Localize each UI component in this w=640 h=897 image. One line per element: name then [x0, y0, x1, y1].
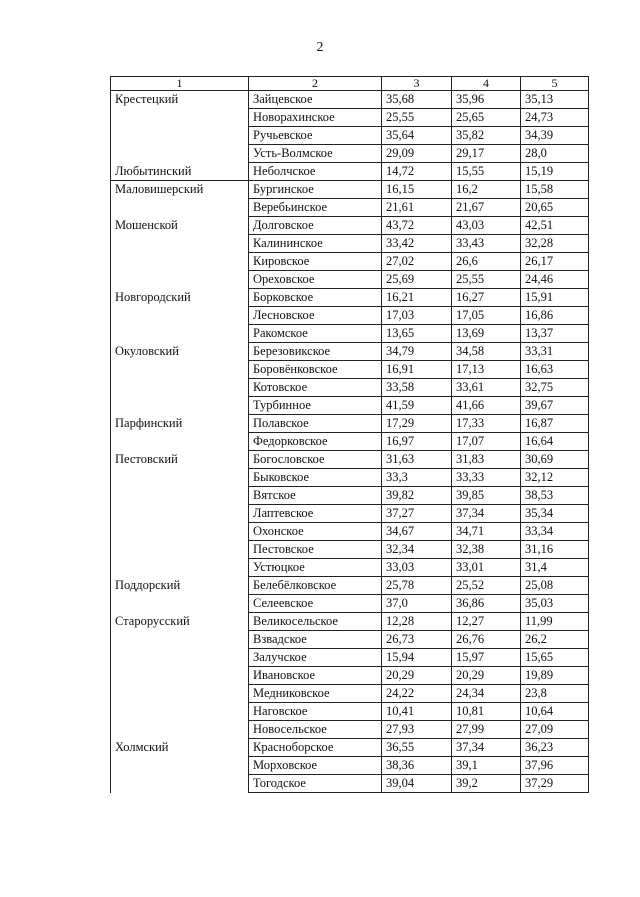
- value-cell-col-5: 39,67: [521, 397, 589, 415]
- district-cell: Поддорский: [111, 577, 249, 613]
- table-body: [111, 77, 589, 793]
- value-cell-col-5: 32,12: [521, 469, 589, 487]
- settlement-cell: Федорковское: [249, 433, 382, 451]
- table-row: [111, 613, 589, 631]
- value-cell-col-3: 31,63: [382, 451, 452, 469]
- settlement-cell: Неболчское: [249, 163, 382, 181]
- settlement-cell: Белебёлковское: [249, 577, 382, 595]
- value-cell-col-5: 26,2: [521, 631, 589, 649]
- data-table: [110, 76, 589, 793]
- value-cell-col-3: 39,82: [382, 487, 452, 505]
- value-cell-col-5: 33,31: [521, 343, 589, 361]
- district-cell: Холмский: [111, 739, 249, 793]
- value-cell-col-4: 25,55: [452, 271, 521, 289]
- value-cell-col-5: 10,64: [521, 703, 589, 721]
- settlement-cell: Великосельское: [249, 613, 382, 631]
- district-cell: Маловишерский: [111, 181, 249, 217]
- value-cell-col-3: 27,02: [382, 253, 452, 271]
- table-row: [111, 415, 589, 433]
- column-header-1: 1: [111, 77, 249, 91]
- settlement-cell: Боровёнковское: [249, 361, 382, 379]
- value-cell-col-5: 28,0: [521, 145, 589, 163]
- value-cell-col-3: 14,72: [382, 163, 452, 181]
- value-cell-col-5: 35,34: [521, 505, 589, 523]
- value-cell-col-4: 16,2: [452, 181, 521, 199]
- value-cell-col-5: 42,51: [521, 217, 589, 235]
- settlement-cell: Бургинское: [249, 181, 382, 199]
- value-cell-col-5: 16,87: [521, 415, 589, 433]
- settlement-cell: Новосельское: [249, 721, 382, 739]
- value-cell-col-4: 36,86: [452, 595, 521, 613]
- value-cell-col-5: 25,08: [521, 577, 589, 595]
- value-cell-col-4: 31,83: [452, 451, 521, 469]
- column-header-4: 4: [452, 77, 521, 91]
- value-cell-col-5: 35,03: [521, 595, 589, 613]
- table-row: [111, 181, 589, 199]
- settlement-cell: Усть-Волмское: [249, 145, 382, 163]
- value-cell-col-4: 43,03: [452, 217, 521, 235]
- value-cell-col-3: 16,91: [382, 361, 452, 379]
- value-cell-col-5: 15,58: [521, 181, 589, 199]
- value-cell-col-3: 32,34: [382, 541, 452, 559]
- value-cell-col-4: 32,38: [452, 541, 521, 559]
- settlement-cell: Вятское: [249, 487, 382, 505]
- value-cell-col-5: 15,91: [521, 289, 589, 307]
- settlement-cell: Кировское: [249, 253, 382, 271]
- value-cell-col-4: 16,27: [452, 289, 521, 307]
- settlement-cell: Ивановское: [249, 667, 382, 685]
- value-cell-col-5: 16,63: [521, 361, 589, 379]
- value-cell-col-3: 41,59: [382, 397, 452, 415]
- settlement-cell: Долговское: [249, 217, 382, 235]
- value-cell-col-4: 39,1: [452, 757, 521, 775]
- value-cell-col-5: 20,65: [521, 199, 589, 217]
- value-cell-col-3: 13,65: [382, 325, 452, 343]
- settlement-cell: Зайцевское: [249, 91, 382, 109]
- value-cell-col-3: 39,04: [382, 775, 452, 793]
- value-cell-col-5: 16,64: [521, 433, 589, 451]
- value-cell-col-4: 33,33: [452, 469, 521, 487]
- district-cell: Новгородский: [111, 289, 249, 343]
- value-cell-col-3: 21,61: [382, 199, 452, 217]
- value-cell-col-4: 12,27: [452, 613, 521, 631]
- settlement-cell: Устюцкое: [249, 559, 382, 577]
- value-cell-col-4: 33,61: [452, 379, 521, 397]
- district-cell: Крестецкий: [111, 91, 249, 163]
- value-cell-col-3: 24,22: [382, 685, 452, 703]
- value-cell-col-4: 26,6: [452, 253, 521, 271]
- value-cell-col-3: 25,55: [382, 109, 452, 127]
- value-cell-col-3: 25,78: [382, 577, 452, 595]
- value-cell-col-4: 25,52: [452, 577, 521, 595]
- settlement-cell: Красноборское: [249, 739, 382, 757]
- value-cell-col-5: 37,96: [521, 757, 589, 775]
- value-cell-col-4: 37,34: [452, 505, 521, 523]
- value-cell-col-3: 38,36: [382, 757, 452, 775]
- table-row: [111, 217, 589, 235]
- value-cell-col-4: 17,05: [452, 307, 521, 325]
- value-cell-col-3: 26,73: [382, 631, 452, 649]
- value-cell-col-5: 32,28: [521, 235, 589, 253]
- settlement-cell: Турбинное: [249, 397, 382, 415]
- value-cell-col-5: 32,75: [521, 379, 589, 397]
- value-cell-col-3: 33,03: [382, 559, 452, 577]
- value-cell-col-4: 10,81: [452, 703, 521, 721]
- value-cell-col-3: 10,41: [382, 703, 452, 721]
- value-cell-col-3: 43,72: [382, 217, 452, 235]
- value-cell-col-5: 27,09: [521, 721, 589, 739]
- value-cell-col-4: 33,43: [452, 235, 521, 253]
- value-cell-col-5: 24,73: [521, 109, 589, 127]
- value-cell-col-5: 19,89: [521, 667, 589, 685]
- value-cell-col-5: 13,37: [521, 325, 589, 343]
- value-cell-col-5: 15,19: [521, 163, 589, 181]
- table-header-row: [111, 77, 589, 91]
- value-cell-col-3: 16,97: [382, 433, 452, 451]
- settlement-cell: Лесновское: [249, 307, 382, 325]
- value-cell-col-4: 20,29: [452, 667, 521, 685]
- settlement-cell: Богословское: [249, 451, 382, 469]
- district-cell: Окуловский: [111, 343, 249, 415]
- value-cell-col-5: 11,99: [521, 613, 589, 631]
- settlement-cell: Взвадское: [249, 631, 382, 649]
- value-cell-col-3: 34,79: [382, 343, 452, 361]
- table-row: [111, 289, 589, 307]
- value-cell-col-4: 27,99: [452, 721, 521, 739]
- value-cell-col-4: 21,67: [452, 199, 521, 217]
- value-cell-col-4: 35,82: [452, 127, 521, 145]
- value-cell-col-4: 37,34: [452, 739, 521, 757]
- value-cell-col-3: 37,27: [382, 505, 452, 523]
- value-cell-col-5: 36,23: [521, 739, 589, 757]
- value-cell-col-4: 33,01: [452, 559, 521, 577]
- settlement-cell: Селеевское: [249, 595, 382, 613]
- value-cell-col-3: 16,15: [382, 181, 452, 199]
- value-cell-col-4: 17,07: [452, 433, 521, 451]
- settlement-cell: Березовикское: [249, 343, 382, 361]
- value-cell-col-3: 35,68: [382, 91, 452, 109]
- settlement-cell: Охонское: [249, 523, 382, 541]
- district-cell: Мошенской: [111, 217, 249, 289]
- value-cell-col-5: 35,13: [521, 91, 589, 109]
- district-cell: Пестовский: [111, 451, 249, 577]
- value-cell-col-3: 17,29: [382, 415, 452, 433]
- page-number: 2: [316, 40, 324, 55]
- settlement-cell: Наговское: [249, 703, 382, 721]
- settlement-cell: Залучское: [249, 649, 382, 667]
- value-cell-col-3: 37,0: [382, 595, 452, 613]
- value-cell-col-3: 27,93: [382, 721, 452, 739]
- value-cell-col-4: 15,55: [452, 163, 521, 181]
- value-cell-col-4: 25,65: [452, 109, 521, 127]
- value-cell-col-3: 17,03: [382, 307, 452, 325]
- value-cell-col-3: 16,21: [382, 289, 452, 307]
- value-cell-col-3: 33,3: [382, 469, 452, 487]
- value-cell-col-3: 36,55: [382, 739, 452, 757]
- value-cell-col-4: 35,96: [452, 91, 521, 109]
- column-header-3: 3: [382, 77, 452, 91]
- value-cell-col-4: 15,97: [452, 649, 521, 667]
- table-row: [111, 577, 589, 595]
- settlement-cell: Веребьинское: [249, 199, 382, 217]
- settlement-cell: Пестовское: [249, 541, 382, 559]
- value-cell-col-4: 39,2: [452, 775, 521, 793]
- value-cell-col-5: 15,65: [521, 649, 589, 667]
- value-cell-col-5: 16,86: [521, 307, 589, 325]
- value-cell-col-5: 30,69: [521, 451, 589, 469]
- value-cell-col-4: 41,66: [452, 397, 521, 415]
- table-row: [111, 343, 589, 361]
- value-cell-col-3: 29,09: [382, 145, 452, 163]
- value-cell-col-3: 20,29: [382, 667, 452, 685]
- table-row: [111, 739, 589, 757]
- district-cell: Парфинский: [111, 415, 249, 451]
- settlement-cell: Морховское: [249, 757, 382, 775]
- value-cell-col-3: 35,64: [382, 127, 452, 145]
- value-cell-col-3: 25,69: [382, 271, 452, 289]
- value-cell-col-5: 31,4: [521, 559, 589, 577]
- table-row: [111, 451, 589, 469]
- settlement-cell: Борковское: [249, 289, 382, 307]
- value-cell-col-5: 31,16: [521, 541, 589, 559]
- district-cell: Любытинский: [111, 163, 249, 181]
- value-cell-col-5: 26,17: [521, 253, 589, 271]
- value-cell-col-3: 33,42: [382, 235, 452, 253]
- value-cell-col-4: 34,58: [452, 343, 521, 361]
- column-header-2: 2: [249, 77, 382, 91]
- settlement-cell: Ручьевское: [249, 127, 382, 145]
- value-cell-col-3: 33,58: [382, 379, 452, 397]
- value-cell-col-5: 33,34: [521, 523, 589, 541]
- value-cell-col-4: 24,34: [452, 685, 521, 703]
- value-cell-col-5: 37,29: [521, 775, 589, 793]
- settlement-cell: Ореховское: [249, 271, 382, 289]
- settlement-cell: Новорахинское: [249, 109, 382, 127]
- value-cell-col-4: 26,76: [452, 631, 521, 649]
- value-cell-col-3: 12,28: [382, 613, 452, 631]
- settlement-cell: Медниковское: [249, 685, 382, 703]
- value-cell-col-5: 23,8: [521, 685, 589, 703]
- settlement-cell: Тогодское: [249, 775, 382, 793]
- value-cell-col-4: 29,17: [452, 145, 521, 163]
- district-cell: Старорусский: [111, 613, 249, 739]
- table-row: [111, 91, 589, 109]
- value-cell-col-5: 34,39: [521, 127, 589, 145]
- value-cell-col-4: 39,85: [452, 487, 521, 505]
- settlement-cell: Полавское: [249, 415, 382, 433]
- table-row: [111, 163, 589, 181]
- value-cell-col-3: 15,94: [382, 649, 452, 667]
- settlement-cell: Лаптевское: [249, 505, 382, 523]
- value-cell-col-5: 24,46: [521, 271, 589, 289]
- settlement-cell: Калининское: [249, 235, 382, 253]
- value-cell-col-5: 38,53: [521, 487, 589, 505]
- settlement-cell: Ракомское: [249, 325, 382, 343]
- value-cell-col-3: 34,67: [382, 523, 452, 541]
- settlement-cell: Быковское: [249, 469, 382, 487]
- column-header-5: 5: [521, 77, 589, 91]
- value-cell-col-4: 34,71: [452, 523, 521, 541]
- settlement-cell: Котовское: [249, 379, 382, 397]
- value-cell-col-4: 13,69: [452, 325, 521, 343]
- value-cell-col-4: 17,13: [452, 361, 521, 379]
- value-cell-col-4: 17,33: [452, 415, 521, 433]
